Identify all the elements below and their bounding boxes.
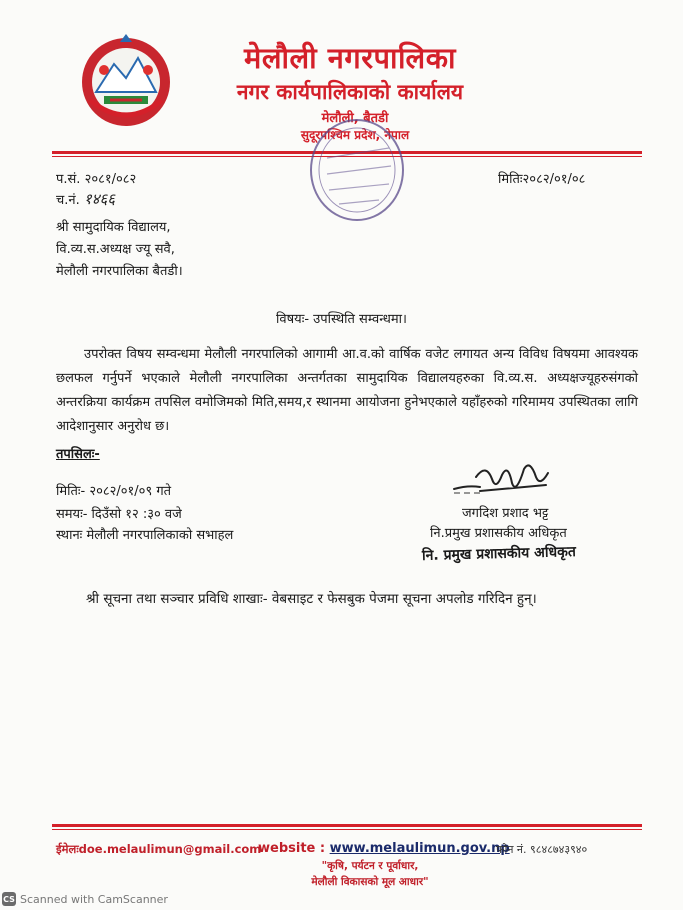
footer-slogan-line-1: "कृषि, पर्यटन र पूर्वाधार, <box>321 860 419 872</box>
nepal-emblem-logo <box>76 30 176 130</box>
tapasil-time: समयः- दिउँसो १२ :३० वजे <box>56 507 182 522</box>
footer-phone: फोन नं. ९८४८७४३९४० <box>496 843 588 856</box>
signatory-name: जगदिश प्रशाद भट्ट <box>462 506 549 521</box>
letter-body <box>56 343 638 439</box>
footer-rule-thick <box>52 824 642 827</box>
letter-date: मितिः२०८२/०१/०८ <box>498 172 586 187</box>
footer-website <box>258 841 510 856</box>
office-province: सुदूरपश्चिम प्रदेश, नेपाल <box>300 128 410 142</box>
website-link[interactable]: www.melaulimun.gov.np <box>329 841 510 856</box>
office-place: मेलौली, बैतडी <box>321 111 389 126</box>
footer-email: ईमेलःdoe.melaulimun@gmail.com <box>56 842 262 856</box>
addressee-line-3: मेलौली नगरपालिका बैतडी। <box>56 264 183 279</box>
municipality-title: मेलौली नगरपालिका <box>243 41 456 75</box>
office-subtitle: नगर कार्यपालिकाको कार्यालय <box>236 80 464 104</box>
reference-pasa: प.सं. २०८१/०८२ <box>56 172 137 187</box>
addressee-line-1: श्री सामुदायिक विद्यालय, <box>56 220 171 235</box>
chana-value: १४६६ <box>83 190 116 208</box>
tapasil-venue: स्थानः मेलौली नगरपालिकाको सभाहल <box>56 528 234 543</box>
tapasil-date: मितिः- २०८२/०१/०९ गते <box>56 484 172 499</box>
letter-body-text: उपरोक्त विषय सम्वन्धमा मेलौली नगरपालिको आगामी आ.व.को वार्षिक वजेट लगायत अन्य विविध विषयमा आवश्यक छलफल गर्नुपर्ने भएकाले मेलौली नगरपालिका अन्तर्गतका सामुदायिक विद्यालयहरुका वि.व्य.स. अध्यक्षज्यूहरुसंगको अन्तरक्रिया कार्यक्रम तपसिल वमोजिमको मिति,समय,र स्थानमा आयोजना हुनेभएकाले यहाँहरुको गरिमामय उपस्थितका लागि आदेशानुसार अनुरोध छ। <box>56 347 638 434</box>
reference-chana <box>56 189 115 211</box>
footer-rule-thin <box>52 829 642 830</box>
footer-slogan-line-2: मेलौली विकासको मूल आधार" <box>311 876 429 888</box>
letter-subject: विषयः- उपस्थिति सम्वन्धमा। <box>276 312 407 327</box>
cc-notice: श्री सूचना तथा सञ्चार प्रविधि शाखाः- वेबसाइट र फेसबुक पेजमा सूचना अपलोड गरिदिन हुन्। <box>86 591 537 607</box>
camscanner-icon: CS <box>2 892 16 906</box>
camscanner-text: Scanned with CamScanner <box>20 892 168 906</box>
signatory-designation: नि.प्रमुख प्रशासकीय अधिकृत <box>430 526 567 541</box>
designation-stamp: नि. प्रमुख प्रशासकीय अधिकृत <box>421 543 577 565</box>
website-label: website : <box>258 841 326 856</box>
addressee-line-2: वि.व्य.स.अध्यक्ष ज्यू सवै, <box>56 242 175 257</box>
tapasil-heading: तपसिलः- <box>56 447 100 462</box>
chana-label: च.नं. <box>56 193 80 208</box>
camscanner-watermark <box>2 891 168 907</box>
handwritten-signature <box>450 455 560 505</box>
office-seal-stamp <box>305 108 410 226</box>
